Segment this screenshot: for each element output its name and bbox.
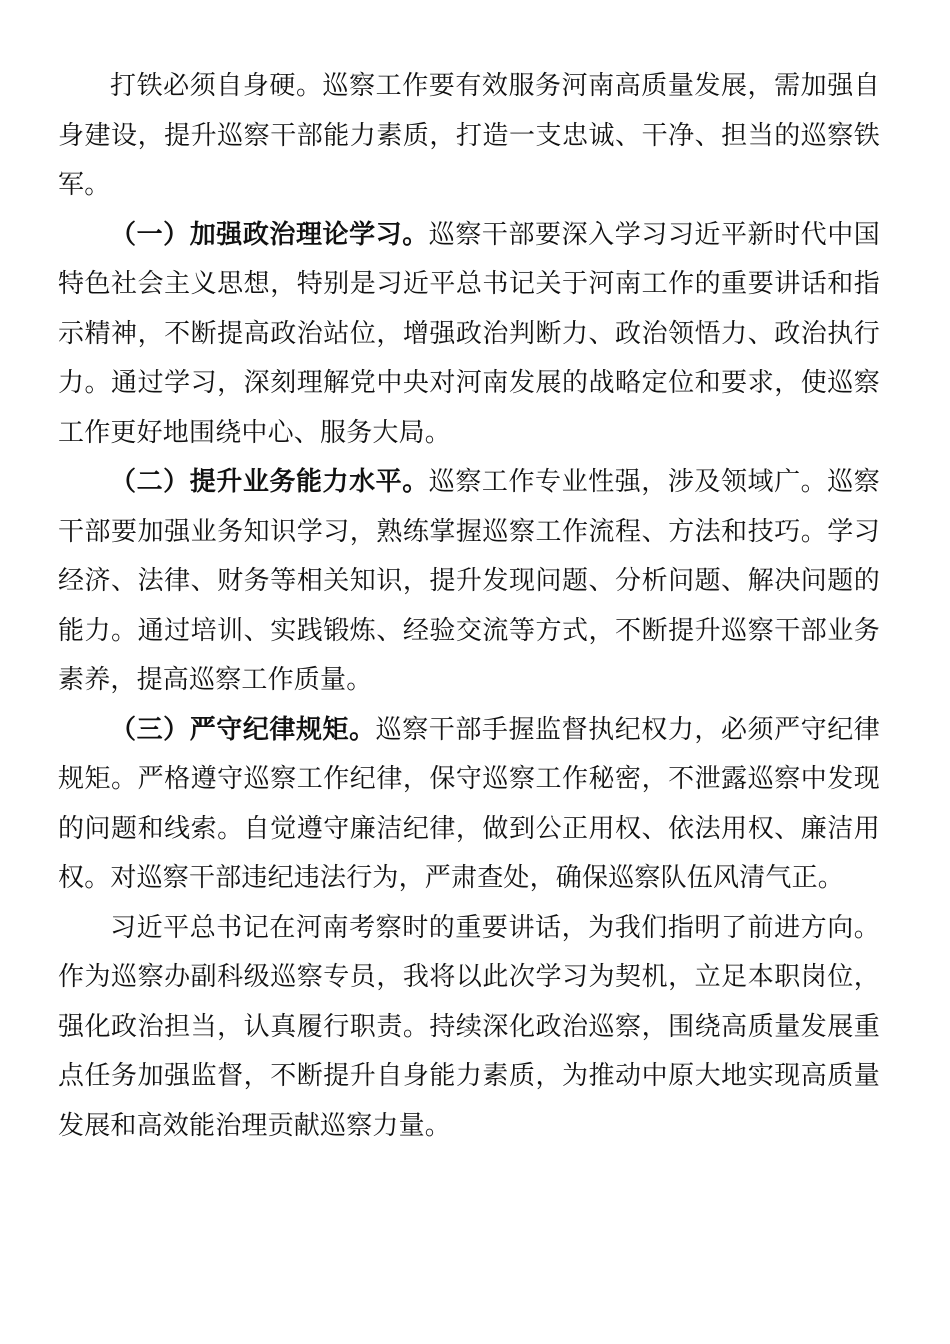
paragraph-section-3 <box>58 706 880 904</box>
paragraph-text: 巡察干部要深入学习习近平新时代中国特色社会主义思想，特别是习近平总书记关于河南工作的重要讲话和指示精神，不断提高政治站位，增强政治判断力、政治领悟力、政治执行力。通过学习，深刻理解党中央对河南发展的战略定位和要求，使巡察工作更好地围绕中心、服务大局。 <box>58 219 881 448</box>
section-heading: （三）严守纪律规矩。 <box>110 714 376 745</box>
paragraph-text: 打铁必须自身硬。巡察工作要有效服务河南高质量发展，需加强自身建设，提升巡察干部能力素质，打造一支忠诚、干净、担当的巡察铁军。 <box>58 71 880 200</box>
paragraph-text: 巡察干部手握监督执纪权力，必须严守纪律规矩。严格遵守巡察工作纪律，保守巡察工作秘密，不泄露巡察中发现的问题和线索。自觉遵守廉洁纪律，做到公正用权、依法用权、廉洁用权。对巡察干部违纪违法行为，严肃查处，确保巡察队伍风清气正。 <box>58 714 880 893</box>
section-heading: （二）提升业务能力水平。 <box>110 467 429 497</box>
paragraph-text: 巡察工作专业性强，涉及领域广。巡察干部要加强业务知识学习，熟练掌握巡察工作流程、方法和技巧。学习经济、法律、财务等相关知识，提升发现问题、分析问题、解决问题的能力。通过培训、实践锻炼、经验交流等方式，不断提升巡察干部业务素养，提高巡察工作质量。 <box>58 467 881 695</box>
paragraph-intro <box>58 62 880 211</box>
paragraph-conclusion <box>58 904 880 1152</box>
paragraph-section-1 <box>58 211 880 459</box>
paragraph-text: 习近平总书记在河南考察时的重要讲话，为我们指明了前进方向。作为巡察办副科级巡察专员，我将以此次学习为契机，立足本职岗位，强化政治担当，认真履行职责。持续深化政治巡察，围绕高质量发展重点任务加强监督，不断提升自身能力素质，为推动中原大地实现高质量发展和高效能治理贡献巡察力量。 <box>58 912 880 1141</box>
paragraph-section-2 <box>58 458 880 706</box>
section-heading: （一）加强政治理论学习。 <box>110 219 429 250</box>
